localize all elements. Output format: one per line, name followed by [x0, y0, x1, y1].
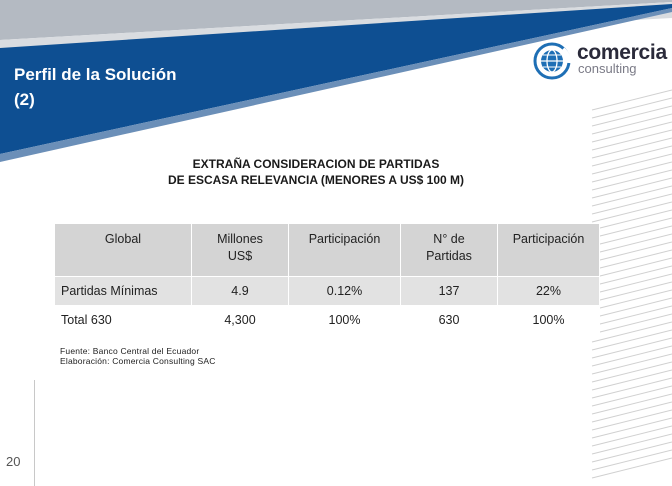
heading-line-1: EXTRAÑA CONSIDERACION DE PARTIDAS	[192, 157, 440, 171]
header-global: Global	[55, 224, 192, 277]
table-row	[55, 277, 600, 306]
header-participacion-2: Participación	[498, 224, 600, 277]
cell-label: Total 630	[55, 306, 192, 335]
header-n-partidas: N° de Partidas	[401, 224, 498, 277]
divider	[34, 380, 35, 486]
source-line: Fuente: Banco Central del Ecuador	[60, 346, 200, 356]
source-note	[60, 346, 216, 366]
cell-label: Partidas Mínimas	[55, 277, 192, 306]
cell-n-partidas: 630	[401, 306, 498, 335]
globe-at-icon	[533, 41, 573, 81]
slide-heading	[0, 156, 632, 188]
cell-millones: 4,300	[192, 306, 289, 335]
cell-participacion: 0.12%	[289, 277, 401, 306]
brand-name: comercia	[577, 41, 667, 64]
table-row	[55, 306, 600, 335]
cell-n-partidas: 137	[401, 277, 498, 306]
table-header-row	[55, 224, 600, 277]
brand-subtitle: consulting	[578, 61, 637, 76]
data-table	[54, 223, 600, 335]
page-title: Perfil de la Solución (2)	[14, 65, 177, 109]
heading-line-2: DE ESCASA RELEVANCIA (MENORES A US$ 100 M)	[167, 173, 465, 187]
header-participacion: Participación	[289, 224, 401, 277]
cell-participacion-2: 22%	[498, 277, 600, 306]
elaboration-line: Elaboración: Comercia Consulting SAC	[60, 356, 216, 366]
cell-millones: 4.9	[192, 277, 289, 306]
cell-participacion-2: 100%	[498, 306, 600, 335]
cell-participacion: 100%	[289, 306, 401, 335]
brand-logo	[533, 41, 667, 83]
page-number: 20	[6, 454, 21, 469]
header-millones: Millones US$	[192, 224, 289, 277]
